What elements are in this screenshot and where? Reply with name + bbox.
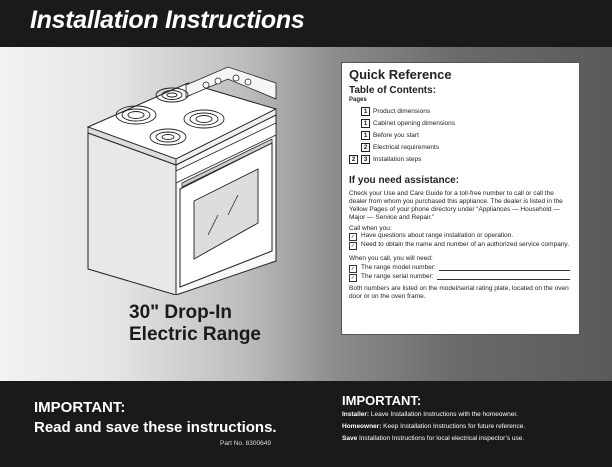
toc-label: Electrical requirements [373, 143, 440, 151]
header-bar [0, 0, 612, 47]
checklist-item [349, 241, 572, 250]
toc-row [349, 117, 572, 129]
page-number: 1 [361, 119, 370, 128]
checkbox-icon: ✓ [350, 243, 356, 249]
save-note [342, 435, 524, 442]
model-number-blank [439, 264, 570, 271]
toc-title: Table of Contents: [349, 85, 437, 96]
checkbox-icon: ✓ [350, 234, 356, 240]
quick-reference-box [341, 62, 580, 335]
quick-reference-title: Quick Reference [349, 67, 452, 82]
note-text: Keep Installation Instructions for future reference. [381, 423, 526, 430]
page-number: 2 [361, 143, 370, 152]
assistance-text: Check your Use and Care Guide for a toll-free number to call or call the dealer from whom you purchased this appliance. The dealer is listed in the Yellow Pages of your phone directory under “Appliances — Household — Major — Service and Repair.” [349, 190, 563, 221]
read-save-text: Read and save these instructions. [34, 419, 277, 436]
important-heading-right: IMPORTANT: [342, 393, 422, 408]
serial-number-label: The range serial number: [361, 273, 434, 280]
toc-row [349, 105, 572, 117]
checkbox-icon: ✓ [350, 275, 356, 281]
toc-row [349, 141, 572, 153]
pages-label: Pages [349, 97, 367, 103]
product-title-line2: Electric Range [129, 324, 261, 345]
toc-label: Product dimensions [373, 107, 431, 115]
page-number: 3 [361, 155, 370, 164]
checklist-text: Need to obtain the name and number of an authorized service company. [361, 241, 570, 248]
homeowner-note [342, 423, 525, 430]
when-call-label: When you call, you will need: [349, 255, 433, 262]
footer-bar [0, 381, 612, 467]
part-number: Part No. 8300649 [220, 440, 271, 447]
toc-label: Cabinet opening dimensions [373, 119, 456, 127]
checklist-item [349, 232, 572, 241]
toc-label: Installation steps [373, 155, 422, 163]
page-title: Installation Instructions [30, 6, 305, 34]
toc-row [349, 129, 572, 141]
table-of-contents [349, 105, 572, 165]
serial-number-blank [437, 273, 570, 280]
checkbox-icon: ✓ [350, 266, 356, 272]
range-illustration [78, 65, 288, 295]
page-number: 1 [361, 131, 370, 140]
installer-note [342, 411, 518, 418]
note-text: Installation Instructions for local electrical inspector’s use. [357, 435, 525, 442]
product-title [129, 302, 261, 346]
serial-number-row [349, 273, 572, 282]
toc-row [349, 153, 572, 165]
checklist-text: Have questions about range installation or operation. [361, 232, 514, 239]
model-number-row [349, 264, 572, 273]
model-number-label: The range model number: [361, 264, 436, 271]
page-number: 2 [349, 155, 358, 164]
note-lead: Installer: [342, 411, 370, 418]
product-title-line1: 30" Drop-In [129, 302, 232, 323]
call-when-label: Call when you: [349, 225, 392, 232]
assistance-title: If you need assistance: [349, 175, 460, 186]
note-lead: Homeowner: [342, 423, 382, 430]
page-number: 1 [361, 107, 370, 116]
both-numbers-text: Both numbers are listed on the model/serial rating plate, located on the oven door or on the oven frame. [349, 285, 569, 300]
note-lead: Save [342, 435, 358, 442]
note-text: Leave Installation Instructions with the homeowner. [369, 411, 518, 418]
toc-label: Before you start [373, 131, 419, 139]
important-heading-left: IMPORTANT: [34, 399, 126, 416]
range-drawing [78, 65, 288, 295]
